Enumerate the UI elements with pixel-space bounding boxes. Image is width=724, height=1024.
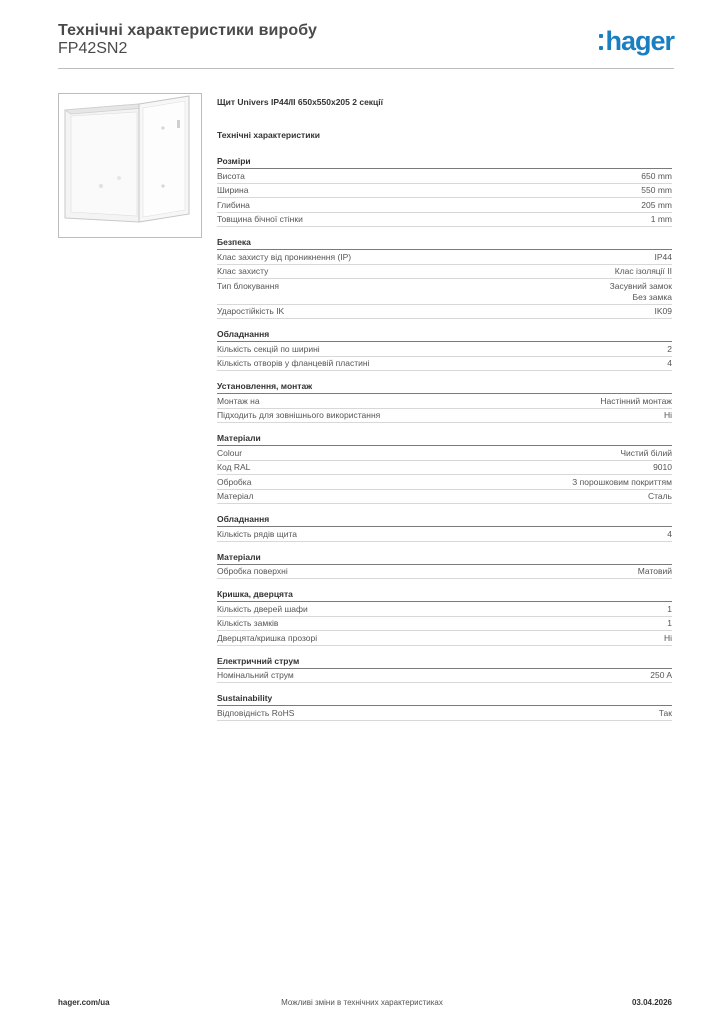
spec-value: 1 [667,618,672,628]
spec-value: З порошковим покриттям [572,476,672,487]
spec-section [217,328,672,371]
spec-label: Матеріал [217,491,254,501]
spec-row [217,305,672,320]
spec-value: 1 mm [650,214,672,224]
spec-label: Відповідність RoHS [217,707,295,718]
spec-row [217,169,672,184]
spec-row [217,357,672,372]
spec-content [217,96,672,730]
spec-sections [217,155,672,721]
spec-label: Colour [217,447,243,458]
spec-section [217,551,672,580]
spec-section [217,692,672,721]
section-title: Безпека [217,236,672,250]
spec-row [217,394,672,409]
spec-value: Чистий білий [620,447,672,458]
spec-label: Кількість секцій по ширині [217,343,320,354]
spec-section [217,513,672,542]
spec-value: Настінний монтаж [600,395,672,406]
logo-text: hager [605,26,674,56]
spec-row [217,475,672,490]
spec-row [217,342,672,357]
spec-value: 4 [667,528,672,539]
section-title: Обладнання [217,328,672,342]
spec-row [217,706,672,721]
spec-row [217,631,672,646]
spec-section [217,432,672,504]
spec-label: Монтаж на [217,395,260,406]
spec-row [217,409,672,424]
spec-value: Ні [663,410,672,420]
section-title: Установлення, монтаж [217,380,672,394]
spec-label: Клас захисту [217,266,269,276]
spec-label: Кількість отворів у фланцевій пластині [217,358,370,368]
spec-label: Обробка [217,476,252,487]
spec-row [217,279,672,305]
cabinet-illustration-icon [59,94,201,237]
spec-row [217,461,672,476]
spec-row [217,250,672,265]
spec-row [217,265,672,280]
spec-value: Ні [663,632,672,643]
hager-logo [599,26,674,58]
spec-value: 205 mm [641,199,672,210]
spec-value: Клас ізоляції II [614,266,672,276]
spec-label: Кількість замків [217,618,279,628]
spec-label: Обробка поверхні [217,566,288,576]
spec-section [217,588,672,646]
spec-value: 250 A [650,670,672,680]
spec-value: 4 [667,358,672,368]
logo-dots-icon [599,34,603,50]
section-title: Матеріали [217,432,672,446]
spec-label: Кількість рядів щита [217,528,297,539]
spec-section [217,155,672,227]
section-title: Обладнання [217,513,672,527]
spec-row [217,669,672,684]
spec-label: Кількість дверей шафи [217,603,308,614]
footer-notice: Можливі зміни в технічних характеристиках [281,998,443,1007]
page-title: Технічні характеристики виробу [58,22,317,39]
spec-label: Ударостійкість IK [217,306,285,316]
spec-heading: Технічні характеристики [217,130,320,140]
spec-label: Глибина [217,199,250,210]
section-title: Sustainability [217,692,672,706]
product-code: FP42SN2 [58,40,128,57]
spec-row [217,527,672,542]
spec-row [217,490,672,505]
spec-label: Номінальний струм [217,670,294,680]
spec-row [217,184,672,199]
footer-website: hager.com/ua [58,998,110,1007]
spec-value: IP44 [654,251,672,262]
spec-label: Висота [217,170,245,181]
spec-value: Матовий [637,566,672,576]
spec-row [217,602,672,617]
spec-row [217,617,672,632]
spec-label: Дверцята/кришка прозорі [217,632,318,643]
spec-label: Тип блокування [217,280,280,291]
header-divider [58,68,674,69]
section-title: Матеріали [217,551,672,565]
spec-row [217,198,672,213]
spec-value: 9010 [653,462,672,472]
spec-value: 1 [667,603,672,614]
spec-value: 2 [667,343,672,354]
product-name: Щит Univers IP44/II 650x550x205 2 секції [217,97,384,107]
spec-section [217,655,672,684]
section-title: Розміри [217,155,672,169]
enclosure-cabinet-image [58,93,202,238]
spec-value: 550 mm [641,185,672,195]
spec-row [217,213,672,228]
spec-value: Так [658,707,672,718]
spec-section [217,380,672,423]
spec-value: IK09 [654,306,672,316]
spec-value: Сталь [647,491,672,501]
spec-label: Підходить для зовнішнього використання [217,410,381,420]
section-title: Кришка, дверцята [217,588,672,602]
spec-label: Товщина бічної стінки [217,214,303,224]
section-title: Електричний струм [217,655,672,669]
spec-label: Ширина [217,185,249,195]
footer-date: 03.04.2026 [631,998,672,1007]
spec-label: Клас захисту від проникнення (IP) [217,251,352,262]
spec-row [217,565,672,580]
spec-row [217,446,672,461]
spec-value: 650 mm [641,170,672,181]
spec-value: Засувний замок Без замка [609,280,672,302]
spec-label: Код RAL [217,462,251,472]
spec-section [217,236,672,319]
